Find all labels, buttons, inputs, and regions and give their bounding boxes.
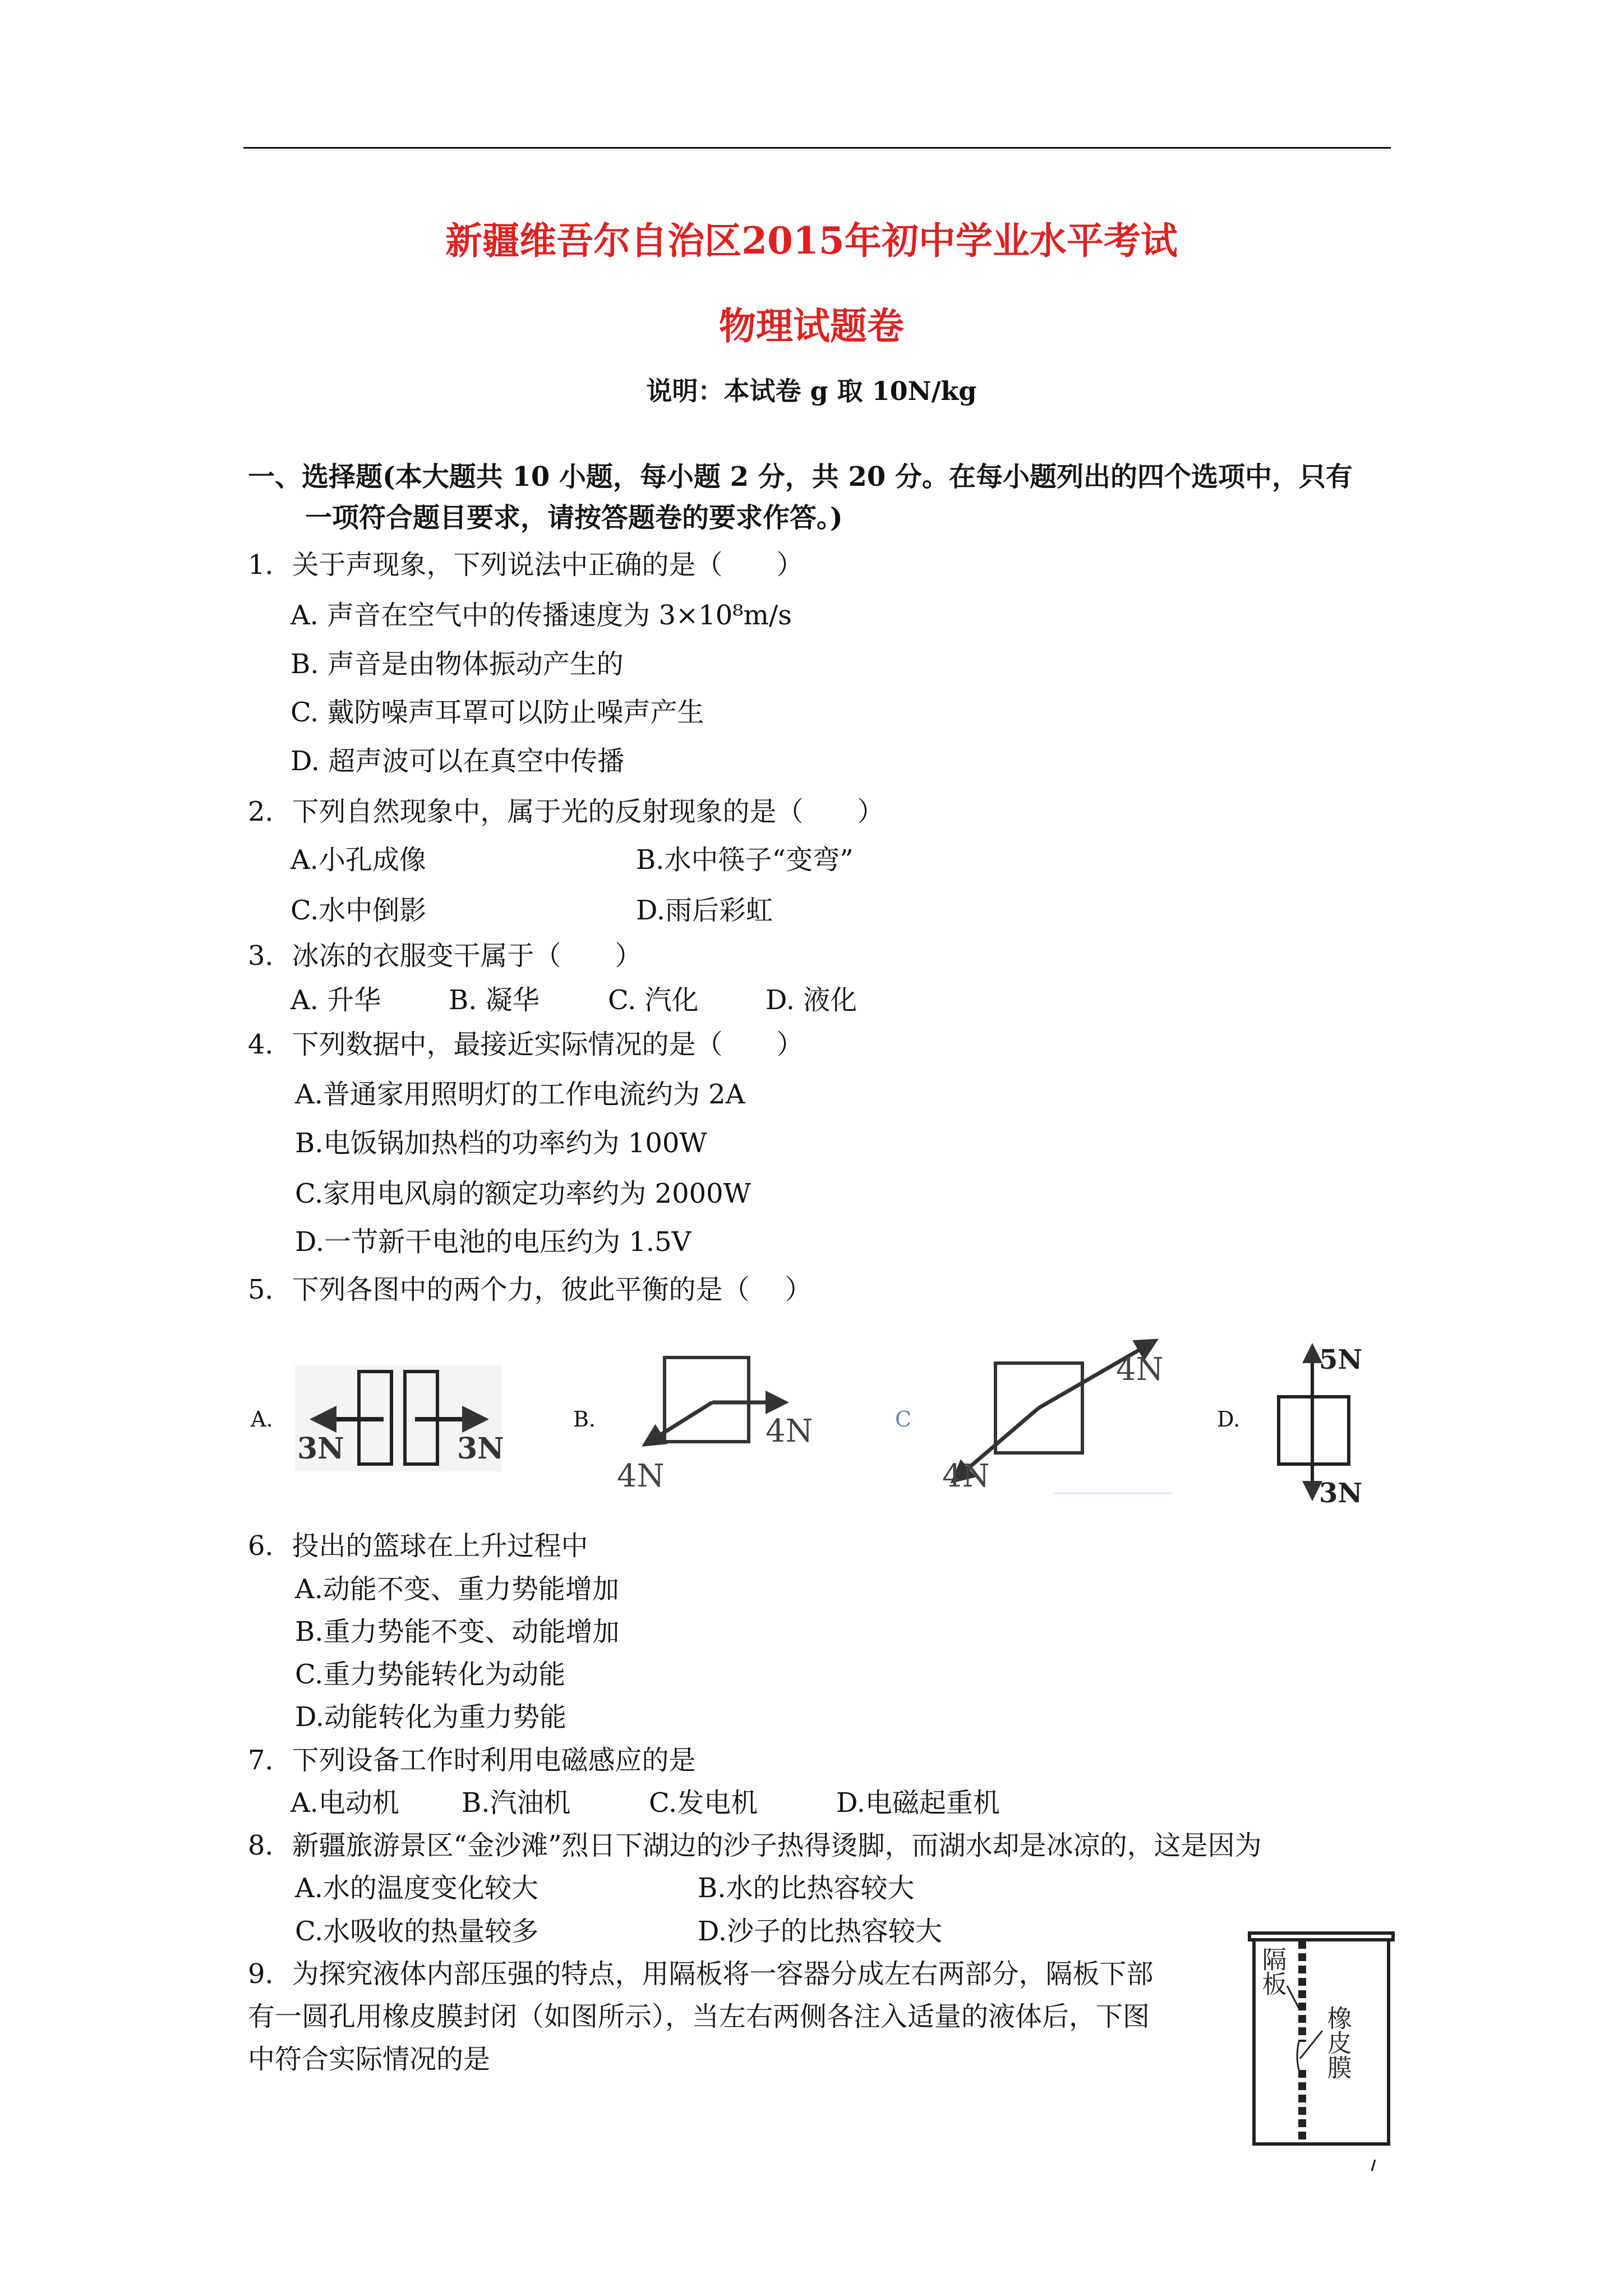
q8-option-d: D.沙子的比热容较大 — [698, 1916, 943, 1947]
q1-option-a: A. 声音在空气中的传播速度为 3×10⁸m/s — [291, 600, 792, 631]
question-5: 5．下列各图中的两个力，彼此平衡的是（ ） — [248, 1274, 812, 1305]
q2-option-c: C.水中倒影 — [291, 895, 427, 926]
q9-container-figure — [1249, 1933, 1393, 2171]
q6-option-a: A.动能不变、重力势能增加 — [295, 1573, 619, 1605]
q4-option-b: B.电饭锅加热档的功率约为 100W — [295, 1128, 707, 1159]
q8-option-b: B.水的比热容较大 — [698, 1872, 915, 1904]
force-label: 4N — [942, 1458, 990, 1494]
force-label: 4N — [766, 1413, 813, 1450]
question-1: 1．关于声现象，下列说法中正确的是（ ） — [248, 549, 804, 581]
q4-option-d: D.一节新干电池的电压约为 1.5V — [295, 1226, 691, 1258]
question-9: 9．为探究液体内部压强的特点，用隔板将一容器分成左右两部分，隔板下部 — [248, 1958, 1154, 1990]
q1-option-b: B. 声音是由物体振动产生的 — [291, 648, 624, 680]
q1-option-d: D. 超声波可以在真空中传播 — [291, 746, 625, 777]
section-heading-cont: 一项符合题目要求，请按答题卷的要求作答。) — [305, 502, 843, 533]
question-4: 4．下列数据中，最接近实际情况的是（ ） — [248, 1029, 804, 1060]
q3-option-d: D. 液化 — [766, 984, 857, 1016]
force-label: 5N — [1319, 1344, 1363, 1375]
q4-option-c: C.家用电风扇的额定功率约为 2000W — [295, 1178, 751, 1209]
q7-option-c: C.发电机 — [649, 1787, 758, 1819]
q7-option-b: B.汽油机 — [462, 1787, 571, 1819]
question-3: 3．冰冻的衣服变干属于（ ） — [248, 940, 642, 972]
q6-option-c: C.重力势能转化为动能 — [295, 1659, 566, 1690]
section-heading: 一、选择题(本大题共 10 小题，每小题 2 分，共 20 分。在每小题列出的四个选项中，只有 — [248, 461, 1353, 493]
exam-note: 说明：本试卷 g 取 10N/kg — [646, 376, 977, 406]
force-arrow-down-left — [645, 1402, 712, 1444]
question-2: 2．下列自然现象中，属于光的反射现象的是（ ） — [248, 796, 884, 827]
force-label: 4N — [1116, 1351, 1164, 1388]
q5-option-c-label: C — [895, 1407, 912, 1432]
force-label: 3N — [297, 1432, 344, 1466]
partition-label: 隔板 — [1257, 1947, 1287, 1996]
exam-title: 新疆维吾尔自治区2015年初中学业水平考试 — [445, 219, 1178, 263]
q5-option-a-label: A. — [251, 1407, 273, 1432]
q5-figure-b — [617, 1358, 813, 1494]
q1-option-c: C. 戴防噪声耳罩可以防止噪声产生 — [291, 697, 704, 728]
force-label: 3N — [457, 1432, 504, 1466]
q5-figure-a — [295, 1365, 504, 1471]
question-9-line2: 有一圆孔用橡皮膜封闭（如图所示），当左右两侧各注入适量的液体后，下图 — [248, 2001, 1150, 2032]
q7-option-a: A.电动机 — [291, 1787, 399, 1819]
membrane-label: 橡皮膜 — [1322, 2005, 1352, 2079]
question-6: 6．投出的篮球在上升过程中 — [248, 1530, 588, 1562]
q7-option-d: D.电磁起重机 — [836, 1787, 1000, 1819]
q5-option-b-label: B. — [573, 1407, 596, 1432]
q5-figure-c — [942, 1341, 1172, 1494]
q2-option-b: B.水中筷子“变弯” — [636, 844, 854, 876]
q3-option-b: B. 凝华 — [449, 984, 540, 1016]
q4-option-a: A.普通家用照明灯的工作电流约为 2A — [295, 1079, 745, 1110]
question-7: 7．下列设备工作时利用电磁感应的是 — [248, 1745, 696, 1776]
q8-option-a: A.水的温度变化较大 — [295, 1872, 538, 1904]
q5-figure-d — [1279, 1344, 1362, 1509]
q6-option-b: B.重力势能不变、动能增加 — [295, 1616, 620, 1648]
question-9-line3: 中符合实际情况的是 — [248, 2044, 491, 2075]
force-label: 3N — [1319, 1478, 1363, 1509]
rubber-membrane — [1297, 2042, 1299, 2070]
q5-option-d-label: D. — [1217, 1407, 1241, 1432]
q3-option-c: C. 汽化 — [608, 984, 699, 1016]
q2-option-d: D.雨后彩虹 — [636, 895, 773, 926]
q8-option-c: C.水吸收的热量较多 — [295, 1916, 539, 1947]
q3-option-a: A. 升华 — [291, 984, 381, 1016]
question-8: 8．新疆旅游景区“金沙滩”烈日下湖边的沙子热得烫脚，而湖水却是冰凉的，这是因为 — [248, 1830, 1262, 1861]
q6-option-d: D.动能转化为重力势能 — [295, 1701, 567, 1733]
exam-subtitle: 物理试题卷 — [719, 304, 904, 348]
q2-option-a: A.小孔成像 — [291, 844, 426, 876]
force-label: 4N — [617, 1458, 665, 1494]
